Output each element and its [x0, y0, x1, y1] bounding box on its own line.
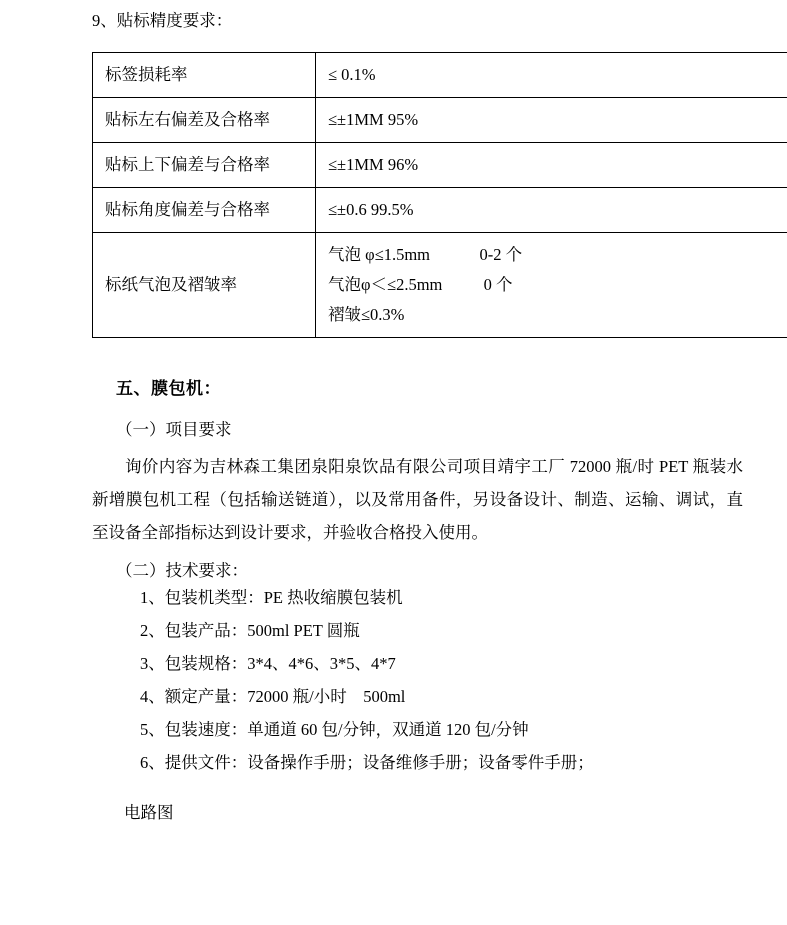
- list-item: 1、包装机类型：PE 热收缩膜包装机: [140, 588, 403, 607]
- list-item: 3、包装规格：3*4、4*6、3*5、4*7: [140, 654, 396, 673]
- body-paragraph: 询价内容为吉林森工集团泉阳泉饮品有限公司项目靖宇工厂 72000 瓶/时 PET 瓶装水新增膜包机工程（包括输送链道），以及常用备件，另设备设计、制造、运输、调试，直至设备全部指标达到设计要求，并验收合格投入使用。: [92, 457, 743, 542]
- labeling-accuracy-table: [92, 52, 787, 338]
- table-row: [93, 98, 787, 143]
- table-row: [93, 233, 787, 338]
- list-item: 4、额定产量：72000 瓶/小时 500ml: [140, 687, 406, 706]
- row-label: 标纸气泡及褶皱率: [93, 233, 316, 338]
- row-value: ≤±0.6 99.5%: [316, 188, 787, 233]
- section-title: 五、膜包机：: [116, 379, 221, 398]
- table-row: [93, 188, 787, 233]
- row-label: 贴标上下偏差与合格率: [93, 143, 316, 188]
- row-label: 贴标左右偏差及合格率: [93, 98, 316, 143]
- row-label: 标签损耗率: [93, 53, 316, 98]
- row-value-multiline: [316, 233, 787, 338]
- row-label: 贴标角度偏差与合格率: [93, 188, 316, 233]
- list-item-continuation: 电路图: [124, 802, 174, 822]
- row-value-line: 气泡 φ≤1.5mm 0-2 个: [328, 245, 523, 264]
- table-row: [93, 143, 787, 188]
- section-heading-9: 9、贴标精度要求：: [92, 11, 233, 30]
- row-value-line: 气泡φ＜≤2.5mm 0 个: [328, 275, 513, 294]
- row-value: ≤ 0.1%: [316, 53, 787, 98]
- row-value-line: 褶皱≤0.3%: [328, 305, 405, 324]
- list-item: 6、提供文件：设备操作手册；设备维修手册；设备零件手册；: [140, 753, 594, 772]
- technical-requirements-list: [92, 581, 743, 779]
- table-body: [93, 53, 787, 338]
- subsection-title-2: （二）技术要求：: [116, 561, 248, 580]
- table-row: [93, 53, 787, 98]
- row-value: ≤±1MM 96%: [316, 143, 787, 188]
- list-item: 5、包装速度：单通道 60 包/分钟，双通道 120 包/分钟: [140, 720, 529, 739]
- subsection-title-1: （一）项目要求: [116, 420, 232, 439]
- row-value: ≤±1MM 95%: [316, 98, 787, 143]
- list-item: 2、包装产品：500ml PET 圆瓶: [140, 621, 360, 640]
